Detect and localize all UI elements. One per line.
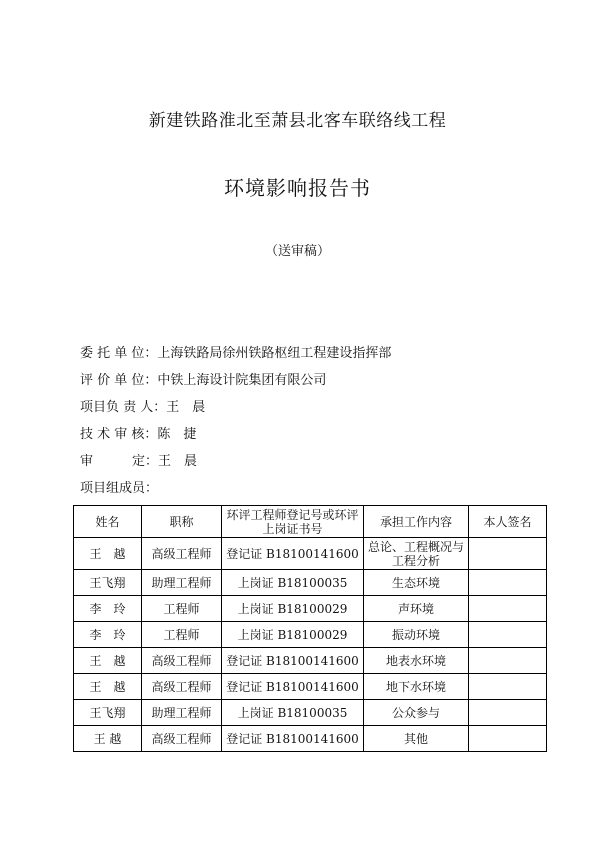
cell-name: 李 玲 xyxy=(74,622,142,648)
cell-name: 王飞翔 xyxy=(74,700,142,726)
table-row xyxy=(74,674,547,700)
table-row xyxy=(74,538,547,570)
cell-name: 王 越 xyxy=(74,726,142,752)
cell-work: 生态环境 xyxy=(364,570,469,596)
cell-name: 王 越 xyxy=(74,674,142,700)
cell-title: 高级工程师 xyxy=(142,648,222,674)
cell-cert: 登记证 B18100141600 xyxy=(222,648,364,674)
leader-value: 王 晨 xyxy=(166,400,206,415)
evaluator-line xyxy=(80,369,326,388)
cell-sign xyxy=(469,622,547,648)
cell-title: 高级工程师 xyxy=(142,674,222,700)
cell-title: 高级工程师 xyxy=(142,726,222,752)
table-row xyxy=(74,648,547,674)
cell-work: 总论、工程概况与工程分析 xyxy=(364,538,469,570)
cell-work: 声环境 xyxy=(364,596,469,622)
table-row xyxy=(74,570,547,596)
project-title: 新建铁路淮北至萧县北客车联络线工程 xyxy=(148,111,447,131)
client-value: 上海铁路局徐州铁路枢纽工程建设指挥部 xyxy=(157,346,392,361)
table-row xyxy=(74,622,547,648)
cell-sign xyxy=(469,648,547,674)
cell-title: 助理工程师 xyxy=(142,700,222,726)
cell-cert: 上岗证 B18100035 xyxy=(222,570,364,596)
cell-work: 公众参与 xyxy=(364,700,469,726)
approval-label: 审 定： xyxy=(80,454,159,469)
cell-name: 李 玲 xyxy=(74,596,142,622)
header-name: 姓名 xyxy=(74,506,142,538)
client-label: 委 托 单 位： xyxy=(80,346,158,361)
tech-review-value: 陈 捷 xyxy=(157,427,197,442)
header-title: 职称 xyxy=(142,506,222,538)
table-row xyxy=(74,700,547,726)
cell-sign xyxy=(469,538,547,570)
cell-sign xyxy=(469,726,547,752)
cell-sign xyxy=(469,674,547,700)
header-work: 承担工作内容 xyxy=(364,506,469,538)
cell-name: 王 越 xyxy=(74,538,142,570)
approval-line xyxy=(80,450,197,469)
cell-name: 王 越 xyxy=(74,648,142,674)
header-sign: 本人签名 xyxy=(469,506,547,538)
cell-title: 高级工程师 xyxy=(142,538,222,570)
draft-note: （送审稿） xyxy=(264,244,330,259)
members-label: 项目组成员： xyxy=(80,481,159,496)
cell-cert: 登记证 B18100141600 xyxy=(222,538,364,570)
cell-sign xyxy=(469,700,547,726)
tech-review-line xyxy=(80,423,196,442)
client-line xyxy=(80,342,391,361)
members-table xyxy=(73,505,547,752)
cell-work: 振动环境 xyxy=(364,622,469,648)
cell-sign xyxy=(469,596,547,622)
members-line xyxy=(80,477,158,496)
cell-cert: 上岗证 B18100029 xyxy=(222,622,364,648)
cell-cert: 登记证 B18100141600 xyxy=(222,726,364,752)
cell-cert: 上岗证 B18100029 xyxy=(222,596,364,622)
table-row xyxy=(74,596,547,622)
cell-name: 王飞翔 xyxy=(74,570,142,596)
cell-cert: 登记证 B18100141600 xyxy=(222,674,364,700)
evaluator-value: 中铁上海设计院集团有限公司 xyxy=(157,373,327,388)
table-row xyxy=(74,726,547,752)
cell-work: 地下水环境 xyxy=(364,674,469,700)
cell-title: 工程师 xyxy=(142,622,222,648)
cell-work: 地表水环境 xyxy=(364,648,469,674)
document-title: 环境影响报告书 xyxy=(224,176,371,200)
approval-value: 王 晨 xyxy=(158,454,198,469)
tech-review-label: 技 术 审 核： xyxy=(80,427,158,442)
cell-sign xyxy=(469,570,547,596)
cell-cert: 上岗证 B18100035 xyxy=(222,700,364,726)
evaluator-label: 评 价 单 位： xyxy=(80,373,158,388)
table-header-row xyxy=(74,506,547,538)
cell-title: 助理工程师 xyxy=(142,570,222,596)
cell-title: 工程师 xyxy=(142,596,222,622)
cell-work: 其他 xyxy=(364,726,469,752)
leader-label: 项目负 责 人： xyxy=(80,400,167,415)
header-cert: 环评工程师登记号或环评上岗证书号 xyxy=(222,506,364,538)
leader-line xyxy=(80,396,205,415)
